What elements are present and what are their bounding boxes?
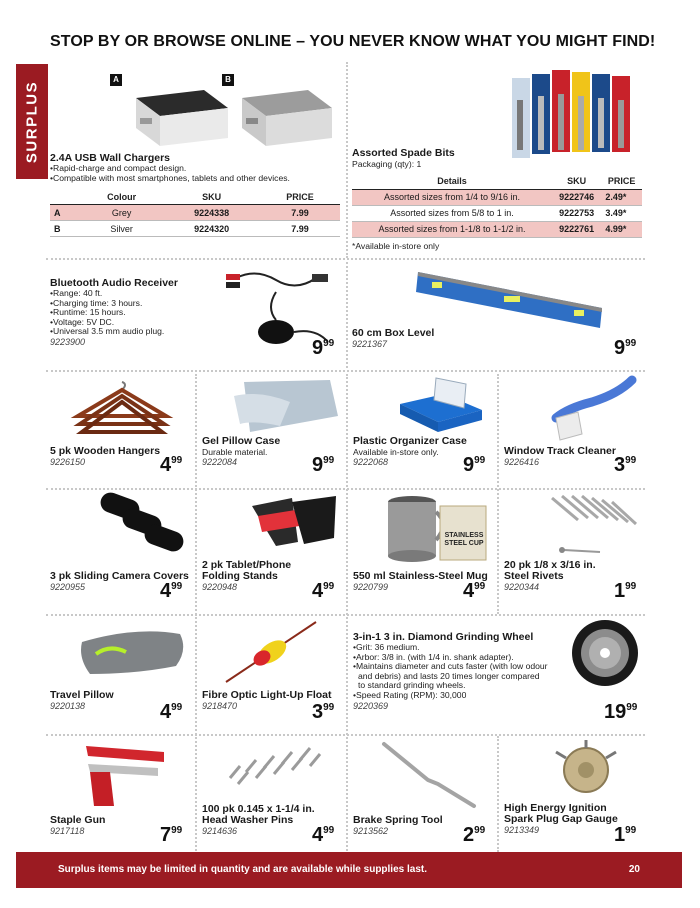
product-name-line2: Steel Rivets [504,570,564,582]
sku-cell: 9222746 [552,189,601,205]
washer-pins-image [226,738,330,794]
camera-covers-image [96,494,190,558]
grid-divider [46,488,645,490]
steel-rivets-image [548,492,640,558]
gap-gauge-image [546,740,626,800]
price-cell: 7.99 [260,221,340,237]
price-dollars: 2 [463,824,475,846]
price-cents: 99 [323,338,335,349]
grinding-wheel-image [570,618,640,688]
travel-pillow-image [76,622,188,678]
product-name: 5 pk Wooden Hangers [50,445,161,457]
wooden-hangers-image [72,380,172,438]
price-cents: 99 [171,455,183,466]
grid-divider [46,734,645,736]
price-cell: 3.49* [601,205,642,221]
product-sku: 9220799 [353,582,389,592]
sku-cell: 9224338 [163,205,260,221]
table-row [50,205,340,221]
product-bullet: and debris) and lasts 20 times longer compared [358,670,540,681]
product-sku: 9220138 [50,701,86,711]
product-name-line1: 20 pk 1/8 x 3/16 in. [504,559,596,571]
table-header: SKU [163,190,260,205]
product-name: Staple Gun [50,814,106,826]
product-name: 60 cm Box Level [352,327,435,339]
price-dollars: 9 [463,454,475,476]
product-name: 550 ml Stainless-Steel Mug [353,570,488,582]
product-note: Durable material. [202,447,268,457]
product-name: Travel Pillow [50,689,114,701]
variant-code: B [50,221,80,237]
product-name: 3-in-1 3 in. Diamond Grinding Wheel [353,631,534,643]
product-sku: 9221367 [352,339,388,349]
product-name: Plastic Organizer Case [353,435,467,447]
product-sku: 9214636 [202,826,238,836]
table-header [50,190,80,205]
price-dollars: 9 [312,454,324,476]
footnote: *Available in-store only [352,241,440,251]
price-cents: 99 [171,702,183,713]
page-footer [16,852,682,888]
product-name: Bluetooth Audio Receiver [50,277,178,289]
price-cents: 99 [625,455,637,466]
price-dollars: 7 [160,824,172,846]
product-bullet: •Runtime: 15 hours. [50,307,126,318]
details-cell: Assorted sizes from 1-1/8 to 1-1/2 in. [352,221,552,237]
product-name: 2.4A USB Wall Chargers [50,152,171,164]
product-name: Fibre Optic Light-Up Float [202,689,332,701]
product-bullet: •Universal 3.5 mm audio plug. [50,326,165,337]
price-dollars: 3 [614,454,626,476]
sku-cell: 9224320 [163,221,260,237]
product-bullet: •Grit: 36 medium. [353,642,420,652]
price-cents: 99 [323,825,335,836]
price-tag [463,825,485,845]
price-tag [604,702,637,722]
price-cents: 99 [474,581,486,592]
grid-divider [346,262,348,368]
price-cents: 99 [625,825,637,836]
product-sku: 9213562 [353,826,389,836]
table-header: PRICE [260,190,340,205]
price-dollars: 4 [160,454,172,476]
usb-charger-silver-image [236,80,336,150]
price-tag [463,455,485,475]
price-dollars: 4 [160,701,172,723]
price-tag [312,825,334,845]
price-dollars: 1 [614,580,626,602]
product-bullet: •Arbor: 3/8 in. (with 1/4 in. shank adapter). [353,651,514,662]
surplus-tab-label: SURPLUS [23,80,41,163]
light-up-float-image [222,620,322,684]
price-dollars: 4 [312,824,324,846]
mug-label-line2: STEEL CUP [444,540,484,547]
price-cents: 99 [474,455,486,466]
organizer-case-image [396,376,486,434]
price-cents: 99 [171,825,183,836]
product-sku: 9222084 [202,457,238,467]
product-bullet: •Charging time: 3 hours. [50,297,143,308]
bluetooth-text [50,278,230,347]
product-name: Gel Pillow Case [202,435,281,447]
price-cents: 99 [323,702,335,713]
details-cell: Assorted sizes from 5/8 to 1 in. [352,205,552,221]
steel-mug-image [384,494,494,566]
variant-badge-b: B [222,74,234,86]
price-tag [614,825,636,845]
product-name-line2: Spark Plug Gap Gauge [504,813,618,825]
product-sku: 9220955 [50,582,86,592]
spade-bits-text [352,148,642,169]
price-cents: 99 [171,581,183,592]
staple-gun-image [80,742,172,808]
box-level-text [352,328,552,349]
product-bullet: •Maintains diameter and cuts faster (with low odour [353,661,548,672]
price-tag [312,581,334,601]
price-dollars: 19 [604,701,627,723]
grid-divider [46,370,645,372]
product-name-line2: Folding Stands [202,570,278,582]
details-cell: Assorted sizes from 1/4 to 9/16 in. [352,189,552,205]
product-name: Brake Spring Tool [353,814,443,826]
price-dollars: 1 [614,824,626,846]
product-bullet: •Rapid-charge and compact design. [50,163,187,173]
grinding-wheel-text [353,632,583,711]
table-header: PRICE [601,174,642,189]
price-dollars: 4 [160,580,172,602]
price-dollars: 9 [614,337,626,359]
variant-code: A [50,205,80,221]
product-bullet: •Speed Rating (RPM): 30,000 [353,689,467,700]
product-note: Available in-store only. [353,447,439,457]
packaging-note: Packaging (qty): 1 [352,159,422,169]
product-bullet: •Voltage: 5V DC. [50,316,115,327]
price-tag [160,455,182,475]
table-header: SKU [552,174,601,189]
usb-charger-table [50,190,340,237]
product-name: Assorted Spade Bits [352,147,455,159]
price-cell: 2.49* [601,189,642,205]
product-name: 3 pk Sliding Camera Covers [50,570,189,582]
table-row [50,221,340,237]
price-cents: 99 [625,338,637,349]
price-tag [160,825,182,845]
table-row [352,221,642,237]
variant-badge-a: A [110,74,122,86]
table-header: Colour [80,190,163,205]
spade-bits-image [512,70,642,160]
product-sku: 9218470 [202,701,238,711]
price-dollars: 4 [312,580,324,602]
price-cell: 7.99 [260,205,340,221]
price-cents: 99 [474,825,486,836]
price-tag [614,581,636,601]
grid-divider [46,614,645,616]
grid-divider [346,62,348,258]
price-dollars: 4 [463,580,475,602]
price-cents: 99 [625,581,637,592]
product-sku: 9220369 [353,700,389,711]
grid-divider [46,258,645,260]
price-tag [312,455,334,475]
price-dollars: 9 [312,337,324,359]
table-header: Details [352,174,552,189]
gel-pillow-image [230,376,342,434]
product-sku: 9220344 [504,582,540,592]
product-bullet: to standard grinding wheels. [358,680,466,691]
brake-tool-image [378,740,488,812]
product-name-line1: 100 pk 0.145 x 1-1/4 in. [202,803,315,815]
product-sku: 9217118 [50,826,85,836]
price-dollars: 3 [312,701,324,723]
price-tag [312,338,334,358]
price-cell: 4.99* [601,221,642,237]
product-name: Window Track Cleaner [504,445,616,457]
spade-bits-table [352,174,642,238]
product-sku: 9222068 [353,457,389,467]
tablet-stands-image [248,494,340,550]
mug-label-line1: STAINLESS [444,532,484,539]
footer-message: Surplus items may be limited in quantity and are available while supplies last. [58,864,427,875]
price-tag [614,338,636,358]
table-row [352,205,642,221]
product-sku: 9223900 [50,336,86,347]
sku-cell: 9222761 [552,221,601,237]
price-tag [312,702,334,722]
surplus-section-tab [16,64,48,179]
product-name-line1: 2 pk Tablet/Phone [202,559,292,571]
product-sku: 9220948 [202,582,238,592]
table-row [352,189,642,205]
price-cents: 99 [626,702,638,713]
grid-divider [497,736,499,852]
product-bullet: •Range: 40 ft. [50,288,103,298]
price-tag [463,581,485,601]
usb-charger-text [50,153,340,183]
product-sku: 9226416 [504,457,540,467]
price-tag [160,702,182,722]
product-name-line2: Head Washer Pins [202,814,294,826]
colour-cell: Silver [80,221,163,237]
product-sku: 9226150 [50,457,86,467]
track-cleaner-image [548,374,640,444]
price-tag [614,455,636,475]
page-headline: STOP BY OR BROWSE ONLINE – YOU NEVER KNOW WHAT YOU MIGHT FIND! [50,33,656,50]
sku-cell: 9222753 [552,205,601,221]
usb-charger-grey-image [124,80,234,150]
mug-label [442,532,486,548]
price-tag [160,581,182,601]
price-cents: 99 [323,455,335,466]
product-bullet: •Compatible with most smartphones, tablets and other devices. [50,172,290,183]
product-name-line1: High Energy Ignition [504,802,607,814]
product-sku: 9213349 [504,825,540,835]
colour-cell: Grey [80,205,163,221]
page-number: 20 [628,864,640,875]
price-cents: 99 [323,581,335,592]
